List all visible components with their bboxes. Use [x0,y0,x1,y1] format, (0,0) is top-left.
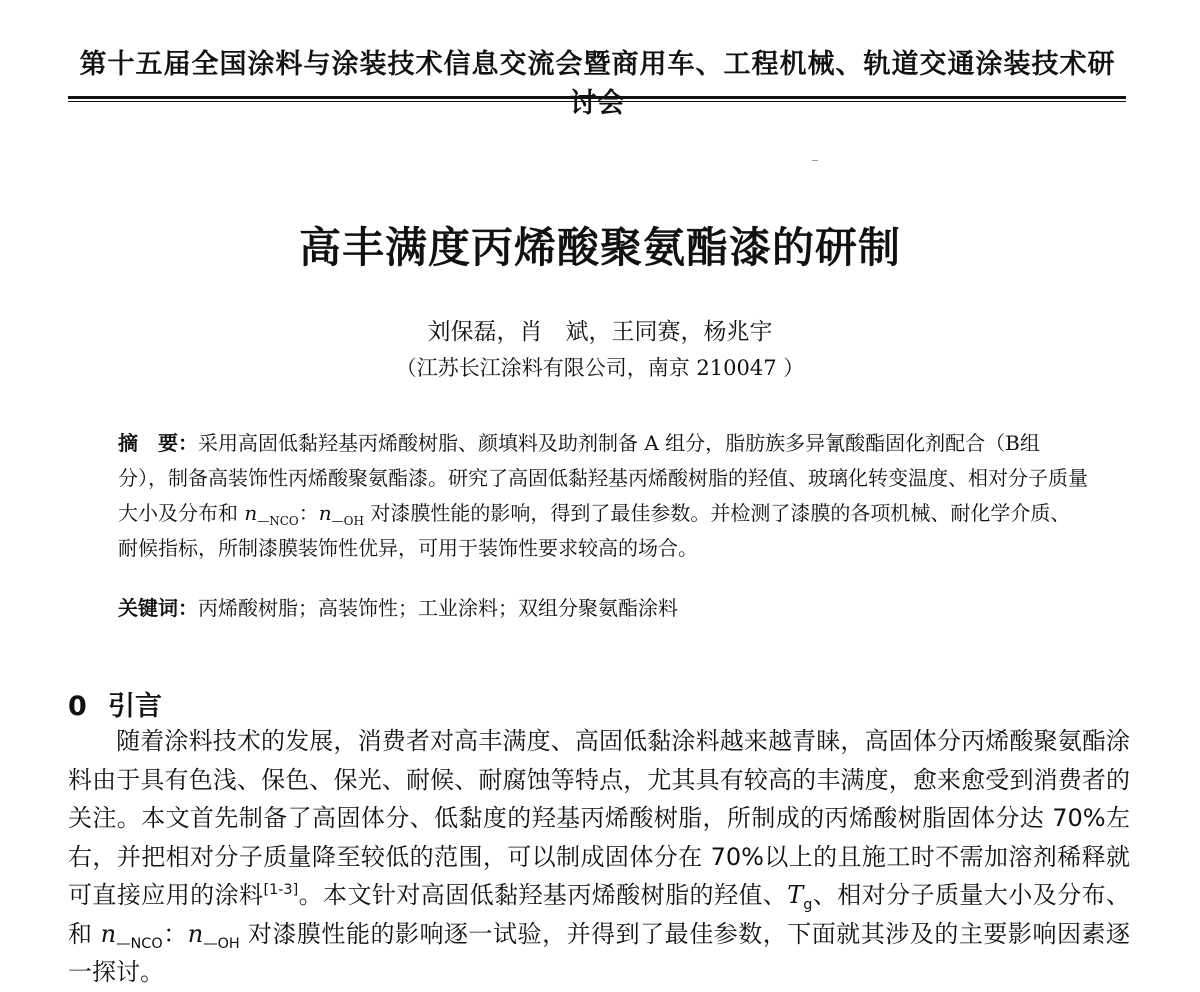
body-text-3: 、相对分子质量大小及分布、和 [68,881,1131,948]
body-text-2: 。本文针对高固低黏羟基丙烯酸树脂的羟值、 [298,881,788,909]
body-ratio-n2: n [187,919,204,948]
body-ratio-sep: ： [162,919,188,948]
section-title: 引言 [108,691,162,722]
affiliation: （江苏长江涂料有限公司，南京 210047 ） [395,356,805,380]
scan-speck [812,160,818,161]
abstract-ratio-sub-oh: —OH [331,514,364,528]
conference-header: 第十五届全国涂料与涂装技术信息交流会暨商用车、工程机械、轨道交通涂装技术研讨会 [79,49,1116,119]
keywords [118,592,1088,621]
body-text-1: 随着涂料技术的发展，消费者对高丰满度、高固低黏涂料越来越青睐，高固体分丙烯酸聚氨酯涂料由于具有色浅、保色、保光、耐候、耐腐蚀等特点，尤其具有较高的丰满度，愈来愈受到消费者的关注。本文首先制备了高固体分、低黏度的羟基丙烯酸树脂，所制成的丙烯酸树脂固体分达 70%左右，并把相对分子质量降至较低的范围，可以制成固体分在 70%以上的且施工时不需加溶剂稀释就可直接应用的涂料 [68,727,1130,909]
keywords-text: 丙烯酸树脂；高装饰性；工业涂料；双组分聚氨酯涂料 [198,596,678,620]
body-text-4: 对漆膜性能的影响逐一试验，并得到了最佳参数，下面就其涉及的主要影响因素逐一探讨。 [68,919,1130,986]
abstract-text-1: 采用高固低黏羟基丙烯酸树脂、颜填料及助剂制备 A 组分，脂肪族多异氰酸酯固化剂配合（B组分），制备高装饰性丙烯酸聚氨酯漆。研究了高固低黏羟基丙烯酸树脂的羟值、玻璃化转变温度、相对分子质量大小及分布和 [118,431,1088,525]
keywords-label: 关键词： [118,596,198,620]
section-number: 0 [68,691,87,722]
abstract-text-2: 对漆膜性能的影响，得到了最佳参数。并检测了漆膜的各项机械、耐化学介质、耐候指标，所制漆膜装饰性优异，可用于装饰性要求较高的场合。 [118,501,1071,560]
section-heading [68,684,162,723]
header-rule-thick [68,96,1126,99]
body-ratio-sub-nco: —NCO [116,935,163,952]
authors: 刘保磊，肖 斌，王同赛，杨兆宇 [427,319,773,345]
abstract [118,426,1088,566]
body-ratio-sub-oh: —OH [203,935,240,952]
abstract-label: 摘 要： [118,431,198,455]
citation: [1-3] [263,882,299,898]
abstract-ratio-n2: n [318,501,332,525]
abstract-ratio-sub-nco: —NCO [257,514,299,528]
header-rule-thin [68,101,1126,102]
abstract-ratio-n1: n [244,501,258,525]
tg-symbol: T [787,881,804,909]
tg-subscript: g [803,896,813,913]
body-paragraph [68,722,1130,992]
abstract-ratio-sep: ： [298,501,319,525]
body-ratio-n1: n [100,919,117,948]
paper-title: 高丰满度丙烯酸聚氨酯漆的研制 [298,223,901,272]
